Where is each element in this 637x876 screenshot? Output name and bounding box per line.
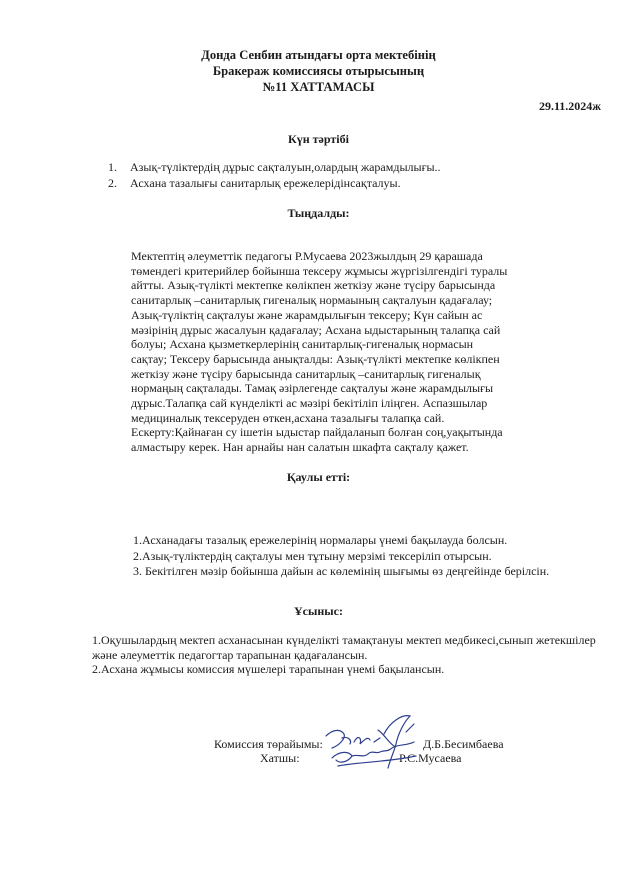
agenda-item-number: 1. <box>108 160 117 174</box>
heard-paragraph: Мектептің әлеуметтік педагогы Р.Мусаева 2023жылдың 29 қарашада төмендегі критерийлер бойынша тексеру жұмысы жүргізілгендігі туралы айтты. Азық-түлікті мектепке көлікпен жеткізу және түсіру барысында санитарлық –санитарлық гигеналық нормаының сақталуын қадағалау; Азық-түліктің сақталуы және жарамдылығын тексеру; Күн сайын ас мәзірінің дұрыс жасалуын қадағалау; Асхана ыдыстарының талапқа сай болуы; Асхана қызметкерлерінің санитарлық-гигеналық нормасын сақтау; Тексеру барысында анықталды: Азық-түлікті мектепке көлікпен жеткізу және түсіру барысында санитарлық –санитарлық гигеналық нормаңың сақталады. Тамақ әзірлегенде сақталуы және жарамдылығы дұрыс.Талапқа сай күнделікті ас мәзірі бекітіліп іліңген. Аспазшылар медициналық тексеруден өткен,асхана тазалығы талапқа сай. Ескерту:Қайнаған су ішетін ыдыстар пайдаланып болған соң,уақытында алмастыру керек. Нан арнайы нан салатын шкафта сақталу қажет. <box>131 249 508 455</box>
decision-item: 1.Асханадағы тазалық ережелерінің нормалары үнемі бақылауда болсын. <box>133 533 508 547</box>
header-line-school: Донда Сенбин атындағы орта мектебінің <box>201 48 436 62</box>
agenda-item-number: 2. <box>108 175 117 190</box>
proposal-item: 2.Асхана жұмысы комиссия мүшелері тарапынан үнемі бақылансын. <box>92 662 445 677</box>
agenda-title: Күн тәртібі <box>288 132 349 146</box>
handwritten-signature <box>318 712 428 774</box>
document-date: 29.11.2024ж <box>538 99 601 113</box>
decision-item: 3. Бекітілген мәзір бойынша дайын ас көлемінің шығымы өз деңгейінде берілсін. <box>133 564 550 578</box>
proposal-title: Ұсыныс: <box>294 604 343 618</box>
header-line-commission: Бракераж комиссиясы отырысының <box>212 64 425 78</box>
secretary-label: Хатшы: <box>260 751 300 765</box>
chair-name: Д.Б.Бесимбаева <box>423 737 504 751</box>
decision-list <box>133 533 549 580</box>
heard-title: Тыңдалды: <box>287 206 350 220</box>
decided-title: Қаулы етті: <box>286 470 351 484</box>
agenda-item <box>108 176 441 192</box>
agenda-item-text: Азық-түліктердің дұрыс сақталуын,олардың жарамдылығы.. <box>130 160 441 174</box>
proposal-item: 1.Оқушылардың мектеп асханасынан күнделікті тамақтануы мектеп медбикесі,сынып жетекшілер және әлеуметтік педагогтар тарапынан қадағалансын. <box>92 633 596 662</box>
header-line-protocol: №11 ХАТТАМАСЫ <box>262 80 375 94</box>
proposal-list <box>92 633 612 677</box>
agenda-item <box>108 160 441 176</box>
secretary-name: Р.С.Мусаева <box>399 751 462 765</box>
chair-label: Комиссия төрайымы: <box>214 737 323 751</box>
decision-item: 2.Азық-түліктердің сақталуы мен тұтыну мерзімі тексеріліп отырсын. <box>133 548 492 563</box>
agenda-list <box>108 160 441 191</box>
agenda-item-text: Асхана тазалығы санитарлық ережелерідінсақталуы. <box>130 175 401 190</box>
